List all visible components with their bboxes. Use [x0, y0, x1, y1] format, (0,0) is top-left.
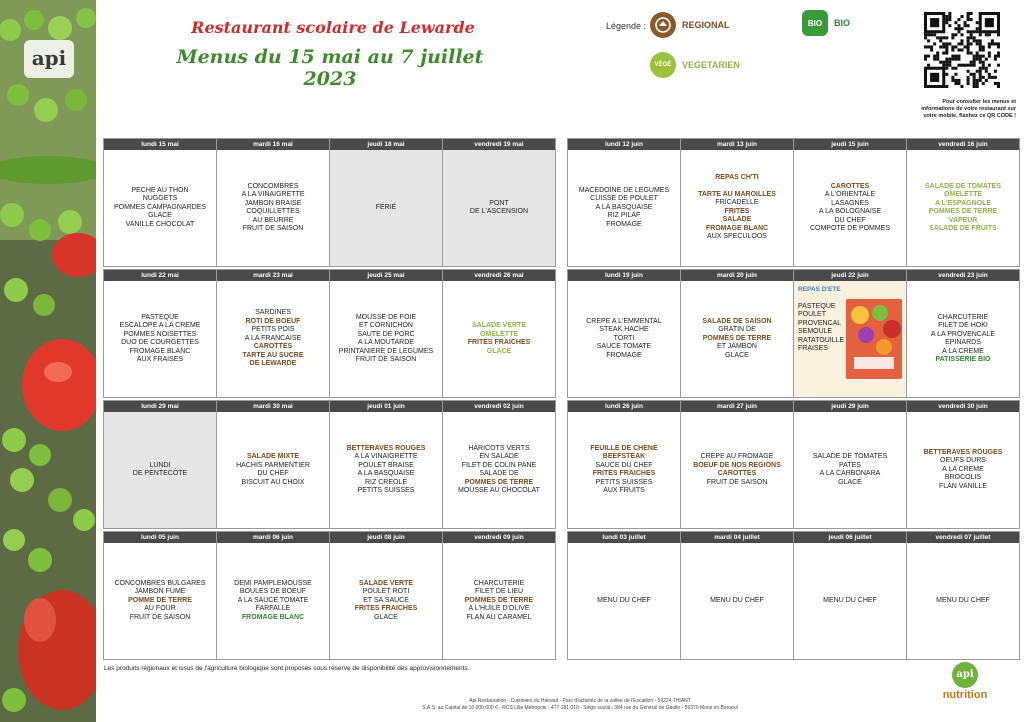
menu-day-cell: [104, 139, 216, 266]
menu-item: RATATOUILLE: [798, 336, 845, 344]
qr-caption: Pour consulter les menus et informations de votre restaurant sur votre mobile, flashez ce QR CODE !: [921, 99, 1016, 119]
menu-item: GLACE: [374, 613, 398, 621]
menu-item: SALADE VERTE: [471, 322, 527, 329]
legend-regional: [650, 12, 730, 38]
menu-item: DE L'ASCENSION: [469, 208, 529, 215]
menu-day-cell: [794, 532, 906, 659]
menu-item: SALADE: [722, 216, 752, 224]
menu-item: FROMAGE BLANC: [705, 224, 769, 232]
menu-item: BOEUF DE NOS REGIONS: [693, 461, 781, 469]
menu-body: [794, 281, 906, 397]
page-title: Restaurant scolaire de Lewarde: [191, 18, 475, 37]
menu-item: OMELETTE: [479, 330, 519, 338]
day-header: jeudi 15 juin: [794, 139, 906, 150]
menu-body: [443, 281, 555, 397]
menu-day-cell: [568, 532, 680, 659]
menu-body: [907, 150, 1019, 266]
menu-item: PASTEQUE: [798, 302, 836, 310]
menu-day-cell: [794, 139, 906, 266]
menu-item: HARICOTS VERTS: [468, 444, 530, 452]
menu-item: SALADE DE: [479, 470, 519, 477]
menu-item: RIZ CREOLE: [364, 478, 407, 486]
menu-day-cell: [794, 401, 906, 528]
menu-item: JAMBON FUME: [134, 588, 186, 596]
menu-item: A LA SAUCE TOMATE: [237, 596, 309, 604]
menu-item: DE LEWARDE: [249, 360, 297, 368]
menu-item: HACHIS PARMENTIER: [236, 461, 310, 469]
day-header: lundi 19 juin: [568, 270, 680, 281]
menu-day-cell: [681, 532, 793, 659]
menu-item: BEEFSTEAK: [602, 453, 646, 460]
menu-body: [104, 281, 216, 397]
menu-day-cell: [907, 532, 1019, 659]
page-subtitle: Menus du 15 mai au 7 juillet 2023: [176, 46, 484, 90]
menu-item: TORTI: [613, 334, 635, 342]
menu-item: GLACE: [838, 478, 862, 486]
menu-item: BETTERAVES ROUGES: [923, 448, 1003, 456]
menu-item: DU CHEF: [834, 216, 866, 224]
menu-item: A L'HUILE D'OLIVE: [468, 605, 530, 613]
menu-item: TARTE AU SUCRE: [242, 351, 304, 359]
menu-item: FRAISES: [798, 345, 828, 352]
menu-body: [794, 412, 906, 528]
day-header: jeudi 29 juin: [794, 401, 906, 412]
menu-day-cell: [681, 270, 793, 397]
footnote: Les produits régionaux et issus de l'agriculture biologique sont proposés sous réserve de disponibilité des approvisionnements.: [104, 665, 470, 672]
menu-day-cell: [681, 139, 793, 266]
footer-line-1: Api Restauration - Cuisiniers du Hainaut - Parc d'activités de la vallée de l'Escaillon - 59224 THIANT: [469, 698, 691, 704]
menu-day-cell: [330, 532, 442, 659]
menu-item: ROTI DE BOEUF: [245, 317, 301, 325]
menu-item: REPAS CH'TI: [715, 174, 759, 182]
menu-item: POULET BRAISE: [358, 461, 414, 469]
menu-item: SEMOULE: [798, 328, 833, 335]
day-header: jeudi 22 juin: [794, 270, 906, 281]
menu-item: DEMI PAMPLEMOUSSE: [234, 579, 312, 587]
menu-item: CUISSE DE POULET: [590, 195, 658, 203]
menu-item: VAPEUR: [948, 216, 978, 224]
menu-item: ET CORNICHON: [359, 322, 413, 329]
menu-day-cell: [104, 401, 216, 528]
menu-item: A L'ESPAGNOLE: [934, 199, 992, 207]
menu-item: FROMAGE BLANC: [241, 613, 305, 621]
menu-day-cell: [907, 270, 1019, 397]
menu-item: BISCUIT AU CHOIX: [241, 478, 305, 486]
menu-item: SALADE DE TOMATES: [812, 453, 888, 460]
menu-day-cell: [568, 401, 680, 528]
menu-item: AUX FRAISES: [136, 356, 184, 363]
menu-item: MENU DU CHEF: [936, 596, 990, 604]
apple-icon: api: [952, 662, 978, 688]
menu-item: CONCOMBRES BULGARES: [114, 579, 206, 587]
menu-item: PATISSERIE BIO: [935, 356, 991, 363]
day-header: mardi 13 juin: [681, 139, 793, 150]
vegetarian-icon: VÉGÉ: [650, 52, 676, 78]
menu-item: FLAN AU CARAMEL: [466, 613, 532, 621]
menu-day-cell: [104, 270, 216, 397]
menu-item: A LA VINAIGRETTE: [354, 453, 418, 460]
menu-item: AUX FRUITS: [603, 487, 645, 494]
menu-item: A LA CARBONARA: [819, 470, 881, 477]
menu-item: EPINARDS: [945, 339, 981, 346]
menu-body: [217, 412, 329, 528]
menu-item: PETITS SUISSES: [595, 478, 653, 486]
menu-item: POMMES DE TERRE: [928, 208, 998, 215]
menu-body: [907, 543, 1019, 659]
menu-week-row: [567, 400, 1020, 529]
day-header: mardi 30 mai: [217, 401, 329, 412]
menu-item: PRINTANIERE DE LEGUMES: [338, 347, 434, 355]
menu-item: SAUCE TOMATE: [596, 343, 652, 351]
menu-item: LASAGNES: [831, 199, 869, 207]
menu-body: [568, 412, 680, 528]
regional-icon: [650, 12, 676, 38]
menu-item: VANILLE CHOCOLAT: [125, 220, 195, 228]
menu-item: FRITES FRAICHES: [467, 339, 531, 346]
menu-item: SAUCE DU CHEF: [595, 461, 653, 469]
menu-item: PECHE AU THON: [131, 186, 189, 194]
menu-item: SALADE DE TOMATES: [925, 182, 1001, 190]
menu-week-row: [103, 138, 556, 267]
day-header: lundi 03 juillet: [568, 532, 680, 543]
menu-body: [330, 281, 442, 397]
menu-item: MOUSSE DE FOIE: [355, 313, 417, 321]
menu-item: GRATIN DE: [718, 326, 756, 334]
menu-item: FRITES FRAICHES: [592, 470, 656, 477]
menu-item: POULET ROTI: [362, 588, 410, 596]
menu-body: [217, 281, 329, 397]
menu-item: A L'ORIENTALE: [824, 191, 876, 198]
menu-day-cell: [330, 401, 442, 528]
menu-body: [907, 281, 1019, 397]
menu-week-row: [103, 531, 556, 660]
menu-item: POMMES DE TERRE: [702, 334, 772, 342]
menu-body: [794, 150, 906, 266]
menu-item: POMME DE TERRE: [128, 596, 192, 604]
menu-item: CREPE AU FROMAGE: [700, 453, 774, 460]
menu-day-cell: [330, 270, 442, 397]
menu-body: [330, 543, 442, 659]
api-nutrition-logo: [930, 662, 1000, 712]
menu-day-cell: [330, 139, 442, 266]
legend-bio: [802, 10, 850, 36]
legend-vegetarian-label: VEGETARIEN: [682, 60, 740, 70]
menu-item: MOUSSE AU CHOCOLAT: [458, 487, 540, 494]
menu-week-row: [567, 138, 1020, 267]
menu-item: CAROTTES: [253, 343, 293, 351]
menu-item: PETITS POIS: [251, 326, 295, 334]
vegetable-photo-strip: [0, 0, 96, 722]
menu-day-cell: [443, 401, 555, 528]
menu-item: ET SA SAUCE: [363, 596, 409, 604]
menu-item: SAUTE DE PORC: [357, 330, 415, 338]
menu-body: [794, 543, 906, 659]
menu-item: A LA CREME: [942, 347, 984, 355]
legend-label: Légende :: [606, 21, 647, 31]
menu-item: SALADE DE FRUITS: [929, 225, 997, 232]
day-header: lundi 12 juin: [568, 139, 680, 150]
menu-item: FRUIT DE SAISON: [355, 356, 417, 363]
menu-body: [568, 543, 680, 659]
menu-item: SALADE DE SAISON: [702, 317, 772, 325]
menu-item: A LA VINAIGRETTE: [241, 191, 305, 198]
menu-item: FILET DE HOKI: [938, 322, 988, 329]
menu-item: PATES: [839, 461, 861, 469]
menu-item: CHARCUTERIE: [473, 579, 525, 587]
menu-body: [330, 412, 442, 528]
menu-item: FILET DE LIEU: [474, 588, 524, 596]
menu-item: OEUFS DURS: [940, 457, 986, 465]
menu-item: FROMAGE: [606, 220, 642, 228]
menu-day-cell: [568, 139, 680, 266]
menu-item: MENU DU CHEF: [597, 596, 651, 604]
menu-item: DU CHEF: [257, 470, 289, 477]
menu-item: BROCOLIS: [944, 474, 982, 482]
menu-item: FILET DE COLIN PANE: [461, 461, 537, 469]
legend-vegetarian: [650, 52, 740, 78]
menu-item: EN SALADE: [479, 453, 519, 460]
day-header: lundi 15 mai: [104, 139, 216, 150]
day-header: lundi 26 juin: [568, 401, 680, 412]
legend-bio-label: BIO: [834, 18, 851, 28]
menu-item: FRITES: [724, 207, 750, 215]
day-header: vendredi 09 juin: [443, 532, 555, 543]
day-header: mardi 23 mai: [217, 270, 329, 281]
menu-item: FROMAGE: [606, 351, 642, 359]
menu-item: SALADE MIXTE: [246, 453, 300, 460]
menu-item: BETTERAVES ROUGES: [346, 444, 426, 452]
menu-item: BOULES DE BOEUF: [239, 588, 307, 596]
day-header: lundi 29 mai: [104, 401, 216, 412]
day-header: vendredi 26 mai: [443, 270, 555, 281]
menu-item: CAROTTES: [717, 470, 757, 477]
api-logo: api: [24, 40, 74, 78]
qr-code[interactable]: [924, 12, 1000, 88]
menu-item: A LA MOUTARDE: [358, 339, 414, 346]
day-header: vendredi 02 juin: [443, 401, 555, 412]
menu-item: FRICADELLE: [715, 199, 759, 207]
menu-item: COMPOTE DE POMMES: [809, 225, 891, 232]
menu-item: CHARCUTERIE: [937, 313, 989, 321]
menu-day-cell: [907, 401, 1019, 528]
menu-day-cell: [681, 401, 793, 528]
day-header: jeudi 01 juin: [330, 401, 442, 412]
menu-item: POMMES DE TERRE: [464, 596, 534, 604]
menu-item: AU FOUR: [144, 605, 176, 613]
menu-day-cell: [443, 270, 555, 397]
menu-item: ET JAMBON: [717, 343, 757, 351]
menu-item: MENU DU CHEF: [710, 596, 764, 604]
menu-body: [330, 150, 442, 266]
menu-item: FRUIT DE SAISON: [129, 613, 191, 621]
menu-item: GLACE: [486, 347, 512, 355]
menu-item: CONCOMBRES: [247, 182, 299, 190]
summer-poster-image: [846, 299, 902, 379]
day-header: vendredi 23 juin: [907, 270, 1019, 281]
footer-line-2: S.A.S. au Capital de 10.000.000 € - RCS Lille Métropole : 477 181 010 - Siège social : 384 rue du Général de Gaulle - 59370 Mons en Baroeul: [422, 705, 738, 711]
menu-day-cell: [907, 139, 1019, 266]
day-header: jeudi 06 juillet: [794, 532, 906, 543]
day-header: jeudi 18 mai: [330, 139, 442, 150]
day-header: vendredi 19 mai: [443, 139, 555, 150]
brand-word: nutrition: [942, 689, 988, 701]
day-header: mardi 06 juin: [217, 532, 329, 543]
menu-item: A LA PROVENCALE: [930, 330, 996, 338]
day-header: vendredi 07 juillet: [907, 532, 1019, 543]
menu-item: TARTE AU MAROILLES: [698, 190, 776, 198]
menu-item: OMELETTE: [943, 191, 983, 198]
menu-item: FLAN VANILLE: [938, 482, 988, 490]
menu-body: [568, 150, 680, 266]
menu-item: A LA FRANCAISE: [244, 334, 302, 342]
bio-icon: BIO: [802, 10, 828, 36]
menu-item: FÉRIÉ: [375, 203, 397, 211]
legend-regional-label: REGIONAL: [682, 20, 730, 30]
menu-body: [104, 543, 216, 659]
footer: [300, 698, 860, 712]
menu-item: PONT: [489, 199, 509, 207]
day-header: mardi 27 juin: [681, 401, 793, 412]
menu-item: MACEDOINE DE LEGUMES: [578, 186, 670, 194]
menu-item: PROVENCAL: [798, 319, 842, 327]
menu-day-cell: [217, 401, 329, 528]
menu-item: DE PENTECÔTE: [132, 470, 188, 477]
menu-item: JAMBON BRAISE: [244, 199, 302, 207]
menu-item: SALADE VERTE: [358, 579, 414, 587]
menu-item: FRUIT DE SAISON: [242, 225, 304, 232]
day-header: lundi 22 mai: [104, 270, 216, 281]
menu-body: [217, 543, 329, 659]
menu-item: STEAK HACHE: [599, 326, 649, 334]
menu-body: [217, 150, 329, 266]
menu-item: POMMES NOISETTES: [123, 330, 197, 338]
menu-day-cell: [217, 532, 329, 659]
day-header: mardi 04 juillet: [681, 532, 793, 543]
menu-week-row: [567, 269, 1020, 398]
menu-item: NUGGETS: [142, 195, 178, 203]
day-header: lundi 05 juin: [104, 532, 216, 543]
menu-item: CREPE A L'EMMENTAL: [586, 317, 662, 325]
menu-item: GLACE: [725, 351, 749, 359]
day-header: mardi 20 juin: [681, 270, 793, 281]
day-header: vendredi 30 juin: [907, 401, 1019, 412]
menu-item: FROMAGE BLANC: [129, 347, 191, 355]
menu-item: RIZ PILAF: [607, 212, 641, 220]
menu-item: A LA BOLOGNAISE: [818, 208, 882, 215]
menu-body: [681, 412, 793, 528]
menu-body: [443, 543, 555, 659]
menu-item: A LA BASQUAISE: [357, 470, 415, 477]
menu-item: CAROTTES: [830, 182, 870, 190]
menu-day-cell: [794, 270, 906, 397]
menu-body: [443, 412, 555, 528]
menu-item: LUNDI: [149, 461, 171, 469]
menu-item: FRUIT DE SAISON: [706, 478, 768, 486]
menu-item: GLACE: [148, 212, 172, 220]
menu-item: PASTEQUE: [141, 313, 179, 321]
menu-item: FARFALLE: [255, 605, 291, 613]
menu-body: [104, 150, 216, 266]
menu-item: FEUILLE DE CHENE: [590, 444, 658, 452]
menu-item: AUX SPECULOOS: [707, 233, 767, 241]
menu-item: MENU DU CHEF: [823, 596, 877, 604]
menu-week-row: [103, 269, 556, 398]
menu-body: [568, 281, 680, 397]
menu-week-row: [567, 531, 1020, 660]
menu-item: A LA BASQUAISE: [595, 203, 653, 211]
day-header: jeudi 25 mai: [330, 270, 442, 281]
menu-body: [681, 150, 793, 266]
menu-body: [681, 281, 793, 397]
menu-day-cell: [104, 532, 216, 659]
menu-day-cell: [443, 139, 555, 266]
menu-item: ESCALOPE A LA CREME: [119, 322, 201, 329]
special-meal-title: REPAS D'ETE: [798, 286, 841, 293]
menu-body: [104, 412, 216, 528]
menu-item: AU BEURRE: [252, 216, 294, 224]
menu-week-row: [103, 400, 556, 529]
menu-day-cell: [443, 532, 555, 659]
menu-item: FRITES FRAICHES: [354, 605, 418, 613]
menu-item: PETITS SUISSES: [357, 487, 415, 494]
menu-item: POMMES DE TERRE: [464, 478, 534, 486]
menu-item: DUO DE COURGETTES: [121, 339, 199, 346]
menu-day-cell: [217, 270, 329, 397]
day-header: jeudi 08 juin: [330, 532, 442, 543]
menu-body: [443, 150, 555, 266]
menu-body: [907, 412, 1019, 528]
menu-body: [681, 543, 793, 659]
day-header: mardi 16 mai: [217, 139, 329, 150]
day-header: vendredi 16 juin: [907, 139, 1019, 150]
menu-day-cell: [217, 139, 329, 266]
menu-item: A LA CREME: [942, 465, 984, 473]
menu-day-cell: [568, 270, 680, 397]
menu-item: COQUILLETTES: [246, 208, 300, 215]
menu-item: POULET: [798, 311, 827, 318]
menu-item: POMMES CAMPAGNARDES: [113, 203, 207, 211]
menu-item: SARDINES: [255, 309, 291, 317]
